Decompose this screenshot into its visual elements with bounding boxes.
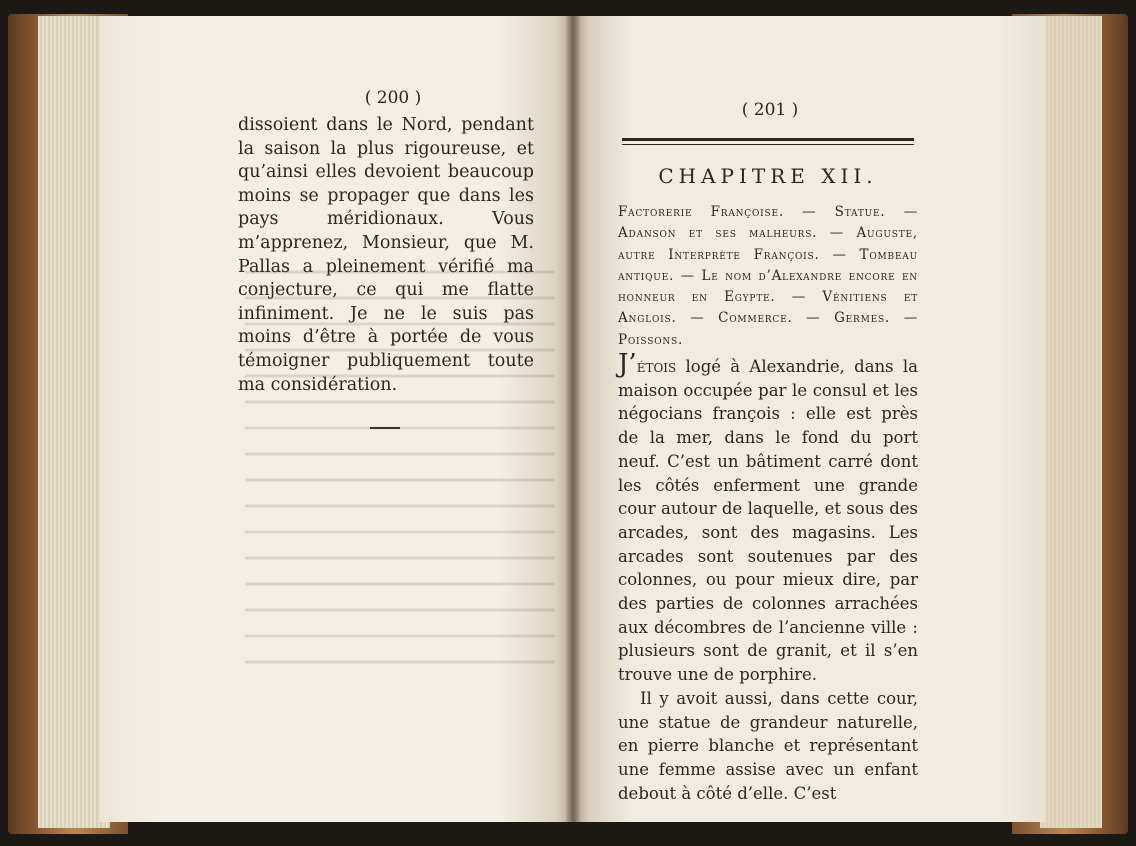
chapter-rule-thin <box>622 144 914 145</box>
end-rule <box>370 427 400 429</box>
drop-cap: J’ <box>618 349 637 379</box>
page-edges-right <box>1040 16 1102 828</box>
paragraph-1: logé à Alexandrie, dans la maison occupée par le consul et les négocians françois : elle est près de la mer, dans le fond du port neuf. C’est un bâtiment carré dont les côtés enferment une grande cour autour de laquelle, et sous des arcades, sont des magasins. Les arcades sont soutenues par des colonnes, ou pour mieux dire, par des parties de colonnes arrachées aux décombres de l’ancienne ville : plusieurs sont de granit, et il s’en trouve une de porphire. <box>618 357 918 685</box>
chapter-rule-thick <box>622 138 914 141</box>
chapter-summary: Factorerie Françoise. — Statue. — Adanson et ses malheurs. — Auguste, autre Interprète François. — Tombeau antique. — Le nom d’Alexandre encore en honneur en Egypte. — Vénitiens et Anglois. — Commerce. — Germes. — Poissons. <box>618 204 918 348</box>
lead-word: étois <box>636 357 677 376</box>
left-page-text: dissoient dans le Nord, pendant la saison la plus rigoureuse, et qu’ainsi elles devoient beaucoup moins se propager que dans les pays méridionaux. Vous m’apprenez, Monsieur, que M. Pallas a pleinement vérifié ma conjecture, ce qui me flatte infiniment. Je ne le suis pas moins d’être à portée de vous témoigner publiquement toute ma considération. <box>238 115 534 395</box>
right-page-text <box>618 349 918 805</box>
paragraph-2: Il y avoit aussi, dans cette cour, une statue de grandeur naturelle, en pierre blanche et représentant une femme assise avec un enfant debout à côté d’elle. C’est <box>618 688 918 803</box>
chapter-title: CHAPITRE XII. <box>658 164 878 188</box>
left-page-number: ( 200 ) <box>364 88 422 108</box>
right-page-number: ( 201 ) <box>741 100 799 120</box>
book-gutter <box>566 16 580 822</box>
